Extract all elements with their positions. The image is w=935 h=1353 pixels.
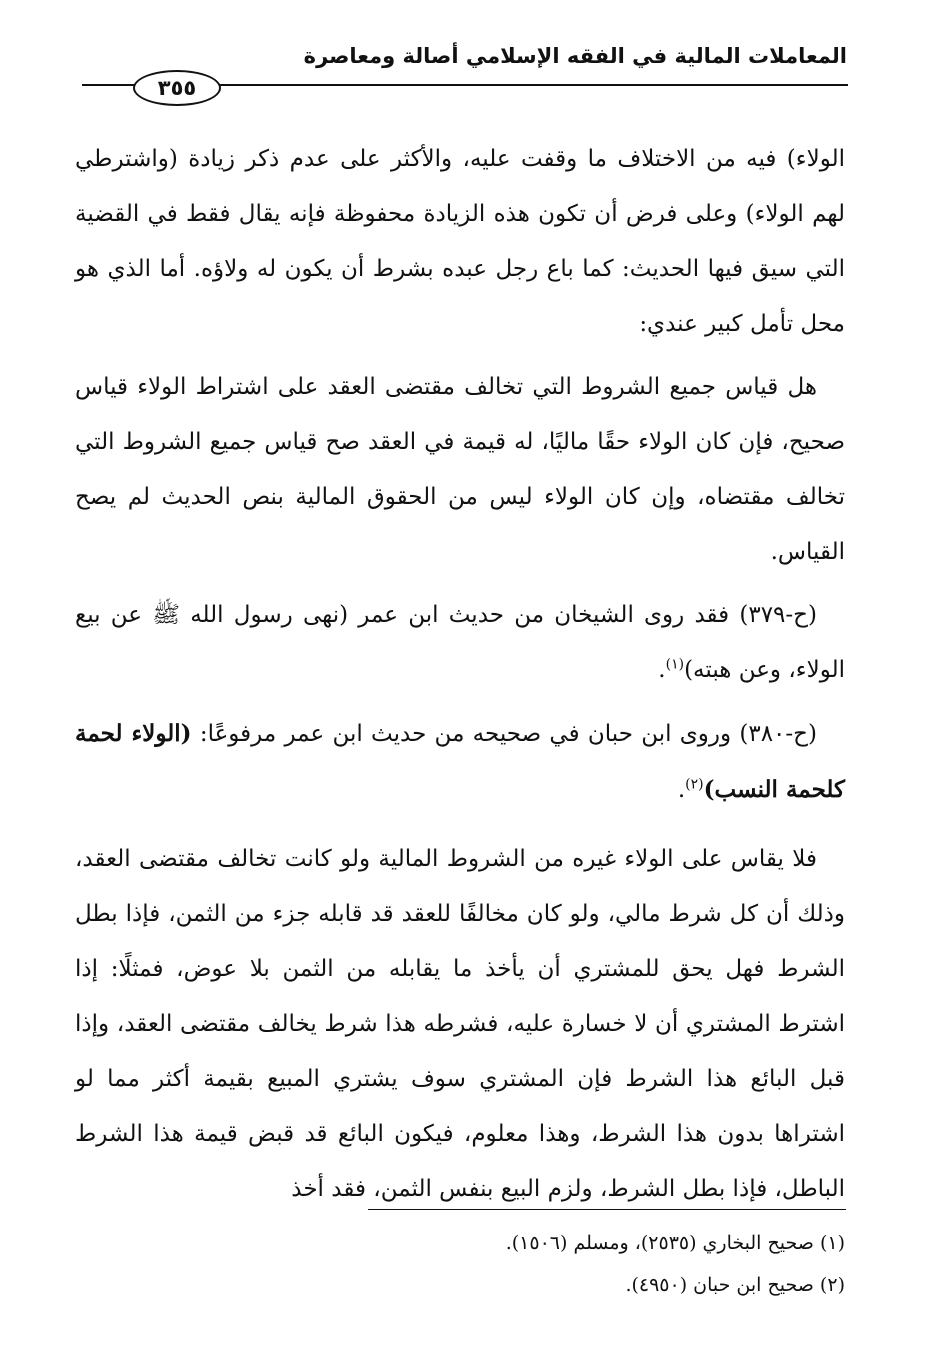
hadith-380: (ح-٣٨٠) وروى ابن حبان في صحيحه من حديث ابن عمر مرفوعًا: (الولاء لحمة كلحمة النسب)$^{(٢)}$. — [75, 720, 845, 803]
footnote-1: (١) صحيح البخاري (٢٥٣٥)، ومسلم (١٥٠٦). — [505, 1232, 845, 1254]
hadith-380-prefix: (ح-٣٨٠) وروى ابن حبان في صحيحه من حديث ابن عمر مرفوعًا: — [191, 721, 817, 747]
footnote-ref-2: (٢) — [685, 776, 704, 793]
paragraph-5: فلا يقاس على الولاء غيره من الشروط المالية ولو كانت تخالف مقتضى العقد، وذلك أن كل شرط مالي، ولو كان مخالفًا للعقد قد قابله جزء من الثمن، فإذا بطل الشرط فهل يحق للمشتري أن يأخذ ما يقابله من الثمن بلا عوض، فمثلًا: إذا اشترط المشتري أن لا خسارة عليه، فشرطه هذا شرط يخالف مقتضى العقد، وإذا قبل البائع هذا الشرط فإن المشتري سوف يشتري المبيع بقيمة أكثر مما لو اشتراها بدون هذا الشرط، وهذا معلوم، فيكون البائع قد قبض قيمة هذا الشرط الباطل، فإذا بطل الشرط، ولزم البيع بنفس الثمن، فقد أخذ — [75, 846, 845, 1202]
paragraph-1: الولاء) فيه من الاختلاف ما وقفت عليه، والأكثر على عدم ذكر زيادة (واشترطي لهم الولاء) وعلى فرض أن تكون هذه الزيادة محفوظة فإنه يقال فقط في القضية التي سيق فيها الحديث: كما باع رجل عبده بشرط أن يكون له ولاؤه. أما الذي هو محل تأمل كبير عندي: — [75, 146, 845, 337]
hadith-379: (ح-٣٧٩) فقد روى الشيخان من حديث ابن عمر (نهى رسول الله ﷺ عن بيع الولاء، وعن هبته)$^{(١)}$. — [75, 602, 845, 683]
footnote-separator — [368, 1209, 846, 1210]
footnotes — [75, 1222, 845, 1306]
paragraph-2: هل قياس جميع الشروط التي تخالف مقتضى العقد على اشتراط الولاء قياس صحيح، فإن كان الولاء حقًا ماليًا، له قيمة في العقد صح قياس جميع الشروط التي تخالف مقتضاه، وإن كان الولاء ليس من الحقوق المالية بنص الحديث لم يصح القياس. — [75, 374, 845, 565]
running-header-title: المعاملات المالية في الفقه الإسلامي أصالة ومعاصرة — [303, 44, 847, 68]
footnote-2: (٢) صحيح ابن حبان (٤٩٥٠). — [625, 1274, 845, 1296]
hadith-380-quote: (الولاء لحمة كلحمة النسب) — [75, 720, 845, 803]
main-text — [75, 132, 845, 1217]
hadith-379-text: (ح-٣٧٩) فقد روى الشيخان من حديث ابن عمر (نهى رسول الله ﷺ عن بيع الولاء، وعن هبته) — [75, 602, 845, 683]
page-number-badge: ٣٥٥ — [133, 70, 221, 106]
footnote-ref-1: (١) — [665, 656, 685, 673]
